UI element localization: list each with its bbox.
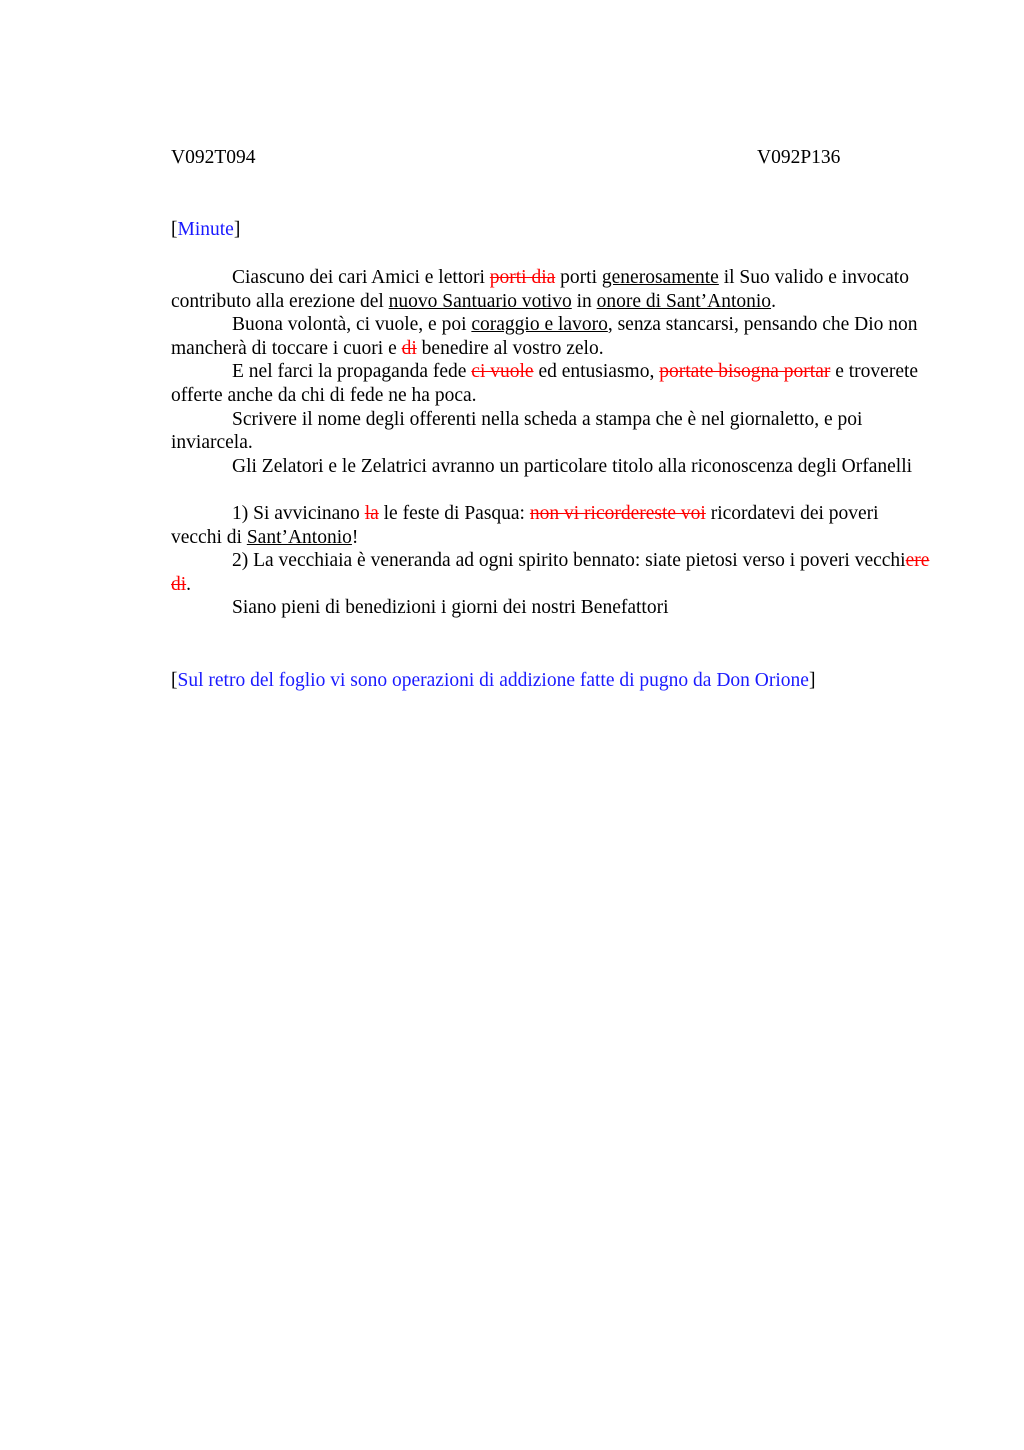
text-span: Siano pieni di benedizioni i giorni dei nostri Benefattori: [232, 597, 669, 619]
text-span: ricordatevi dei poveri vecchi di: [171, 502, 879, 548]
deleted-text: ci vuole: [471, 361, 534, 383]
paragraph-6: [171, 502, 931, 549]
text-span: .: [771, 290, 776, 312]
paragraph-4: [171, 408, 931, 455]
text-span: .: [186, 573, 192, 595]
bracket-open: [: [171, 670, 178, 691]
editorial-note-minute: [171, 218, 240, 242]
deleted-text: non vi ricordereste voi: [529, 502, 706, 524]
text-span: in: [571, 290, 597, 312]
paragraph-7: [171, 549, 931, 596]
text-span: Ciascuno dei cari Amici e lettori: [232, 267, 490, 288]
bracket-close: ]: [233, 219, 241, 240]
text-span: Scrivere il nome degli offerenti nella scheda a stampa che è nel giornaletto, e poi inviarcela.: [171, 408, 863, 454]
text-span: Gli Zelatori e le Zelatrici avranno un particolare titolo alla riconoscenza degli Orfanelli: [232, 455, 913, 477]
editorial-note-text: Minute: [177, 219, 234, 240]
text-span: !: [351, 526, 359, 548]
text-span: Buona volontà, ci vuole, e poi: [232, 314, 472, 336]
paragraph-5: [171, 455, 931, 479]
text-span: 2) La vecchiaia è veneranda ad ogni spirito bennato: siate pietosi verso i poveri vecchi: [232, 550, 906, 572]
text-span: il Suo valido e invocato contributo alla erezione del: [171, 267, 909, 312]
text-span: ed entusiasmo,: [533, 361, 660, 383]
bracket-close: ]: [808, 670, 816, 691]
document-code-left: V092T094: [171, 147, 256, 168]
bracket-open: [: [171, 219, 178, 240]
paragraph-8: [171, 596, 931, 620]
text-span: benedire al vostro zelo.: [416, 337, 604, 359]
underlined-text: nuovo Santuario votivo: [388, 290, 572, 312]
document-code-right: V092P136: [757, 147, 841, 168]
underlined-text: generosamente: [601, 267, 719, 288]
text-span: e troverete offerte anche da chi di fede ne ha poca.: [171, 361, 919, 406]
deleted-text: di: [401, 337, 417, 359]
underlined-text: onore di Sant’Antonio: [596, 290, 772, 312]
editorial-note-text: Sul retro del foglio vi sono operazioni di addizione fatte di pugno da Don Orione: [177, 670, 809, 691]
paragraph-3: [171, 360, 931, 407]
paragraph-2: [171, 313, 931, 360]
editorial-note-retro: [171, 669, 815, 693]
deleted-text: porti dia: [489, 267, 556, 288]
letter-body: [171, 266, 931, 620]
underlined-text: coraggio e lavoro: [471, 314, 608, 336]
text-span: le feste di Pasqua:: [378, 502, 530, 524]
paragraph-gap: [171, 478, 931, 502]
paragraph-1: [171, 266, 931, 313]
underlined-text: Sant’Antonio: [246, 526, 352, 548]
deleted-text: la: [364, 502, 379, 524]
text-span: , senza stancarsi, pensando che Dio non mancherà di toccare i cuori e: [171, 314, 918, 359]
deleted-text: ere di: [171, 550, 930, 595]
text-span: E nel farci la propaganda fede: [232, 361, 472, 383]
deleted-text: portate bisogna portar: [659, 361, 831, 383]
text-span: 1) Si avvicinano: [232, 502, 365, 524]
text-span: porti: [555, 267, 602, 288]
